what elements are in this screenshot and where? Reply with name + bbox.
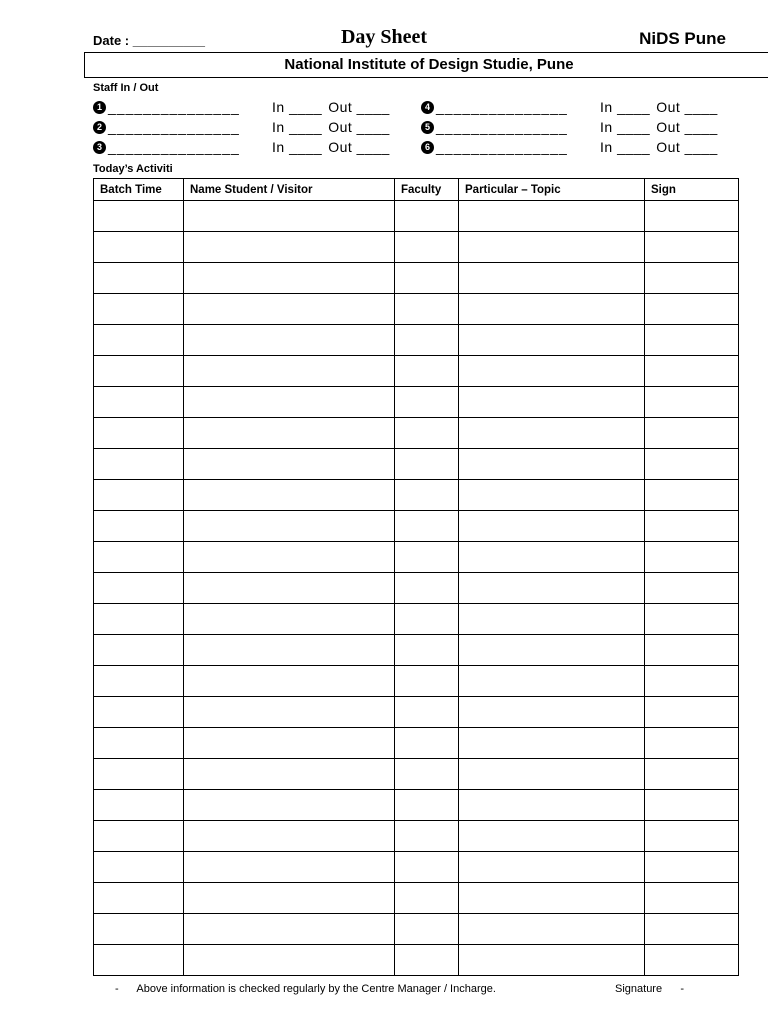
staff-slot-1 [93,97,390,117]
table-row [94,728,739,759]
number-5-icon: 5 [421,121,434,134]
sign-cell[interactable] [645,697,739,728]
number-2-icon: 2 [93,121,106,134]
table-row [94,759,739,790]
topic-cell[interactable] [459,883,645,914]
batch-time-cell[interactable] [94,821,184,852]
topic-cell[interactable] [459,728,645,759]
name-cell[interactable] [184,728,395,759]
date-label: Date : __________ [93,33,206,48]
sign-cell[interactable] [645,418,739,449]
column-header-faculty: Faculty [395,179,459,201]
batch-time-cell[interactable] [94,759,184,790]
batch-time-cell[interactable] [94,914,184,945]
batch-time-cell[interactable] [94,635,184,666]
footer-signature: Signature - [615,983,685,995]
staff-in-blank[interactable]: In ____ [600,139,651,155]
faculty-cell[interactable] [395,201,459,232]
staff-name-blank[interactable]: _______________ [108,99,240,115]
name-cell[interactable] [184,759,395,790]
staff-slot-6 [421,137,718,157]
name-cell[interactable] [184,821,395,852]
topic-cell[interactable] [459,294,645,325]
staff-in-blank[interactable]: In ____ [600,99,651,115]
faculty-cell[interactable] [395,418,459,449]
topic-cell[interactable] [459,790,645,821]
batch-time-cell[interactable] [94,294,184,325]
name-cell[interactable] [184,232,395,263]
faculty-cell[interactable] [395,914,459,945]
sign-cell[interactable] [645,387,739,418]
staff-in-blank[interactable]: In ____ [272,99,323,115]
sign-cell[interactable] [645,449,739,480]
faculty-cell[interactable] [395,294,459,325]
sign-cell[interactable] [645,666,739,697]
table-row [94,914,739,945]
staff-out-blank[interactable]: Out ____ [656,119,718,135]
sign-cell[interactable] [645,790,739,821]
topic-cell[interactable] [459,821,645,852]
name-cell[interactable] [184,356,395,387]
topic-cell[interactable] [459,263,645,294]
topic-cell[interactable] [459,945,645,976]
sign-cell[interactable] [645,759,739,790]
number-6-icon: 6 [421,141,434,154]
staff-name-blank[interactable]: _______________ [436,139,568,155]
sign-cell[interactable] [645,542,739,573]
staff-name-blank[interactable]: _______________ [436,99,568,115]
table-row [94,697,739,728]
sign-cell[interactable] [645,604,739,635]
topic-cell[interactable] [459,759,645,790]
sign-cell[interactable] [645,945,739,976]
faculty-cell[interactable] [395,511,459,542]
staff-out-blank[interactable]: Out ____ [328,119,390,135]
name-cell[interactable] [184,914,395,945]
column-header-topic: Particular – Topic [459,179,645,201]
batch-time-cell[interactable] [94,604,184,635]
name-cell[interactable] [184,945,395,976]
table-row [94,666,739,697]
name-cell[interactable] [184,201,395,232]
batch-time-cell[interactable] [94,945,184,976]
topic-cell[interactable] [459,697,645,728]
table-row [94,883,739,914]
faculty-cell[interactable] [395,728,459,759]
faculty-cell[interactable] [395,356,459,387]
sign-cell[interactable] [645,294,739,325]
sign-cell[interactable] [645,914,739,945]
sign-cell[interactable] [645,480,739,511]
sign-cell[interactable] [645,852,739,883]
org-short-name: NiDS Pune [639,29,726,48]
batch-time-cell[interactable] [94,201,184,232]
sign-cell[interactable] [645,635,739,666]
batch-time-cell[interactable] [94,666,184,697]
batch-time-cell[interactable] [94,697,184,728]
batch-time-cell[interactable] [94,263,184,294]
name-cell[interactable] [184,573,395,604]
faculty-cell[interactable] [395,232,459,263]
topic-cell[interactable] [459,325,645,356]
topic-cell[interactable] [459,666,645,697]
staff-in-blank[interactable]: In ____ [272,139,323,155]
name-cell[interactable] [184,449,395,480]
faculty-cell[interactable] [395,852,459,883]
name-cell[interactable] [184,418,395,449]
activity-table [93,178,739,976]
batch-time-cell[interactable] [94,232,184,263]
batch-time-cell[interactable] [94,728,184,759]
faculty-cell[interactable] [395,325,459,356]
topic-cell[interactable] [459,201,645,232]
sign-cell[interactable] [645,356,739,387]
name-cell[interactable] [184,790,395,821]
batch-time-cell[interactable] [94,852,184,883]
batch-time-cell[interactable] [94,480,184,511]
batch-time-cell[interactable] [94,790,184,821]
table-row [94,418,739,449]
faculty-cell[interactable] [395,821,459,852]
staff-column-right [421,97,718,157]
staff-in-blank[interactable]: In ____ [272,119,323,135]
staff-name-blank[interactable]: _______________ [436,119,568,135]
faculty-cell[interactable] [395,604,459,635]
name-cell[interactable] [184,480,395,511]
number-1-icon: 1 [93,101,106,114]
topic-cell[interactable] [459,480,645,511]
table-row [94,790,739,821]
staff-name-blank[interactable]: _______________ [108,139,240,155]
table-row [94,604,739,635]
name-cell[interactable] [184,635,395,666]
table-row [94,294,739,325]
topic-cell[interactable] [459,852,645,883]
faculty-cell[interactable] [395,449,459,480]
batch-time-cell[interactable] [94,511,184,542]
staff-name-blank[interactable]: _______________ [108,119,240,135]
batch-time-cell[interactable] [94,883,184,914]
staff-out-blank[interactable]: Out ____ [656,139,718,155]
staff-section-label: Staff In / Out [93,82,159,94]
topic-cell[interactable] [459,635,645,666]
column-header-batch-time: Batch Time [94,179,184,201]
batch-time-cell[interactable] [94,387,184,418]
faculty-cell[interactable] [395,573,459,604]
faculty-cell[interactable] [395,263,459,294]
topic-cell[interactable] [459,418,645,449]
staff-slot-3 [93,137,390,157]
staff-column-left [93,97,390,157]
topic-cell[interactable] [459,387,645,418]
faculty-cell[interactable] [395,666,459,697]
name-cell[interactable] [184,263,395,294]
faculty-cell[interactable] [395,480,459,511]
batch-time-cell[interactable] [94,573,184,604]
sign-cell[interactable] [645,883,739,914]
table-row [94,449,739,480]
table-row [94,945,739,976]
staff-slot-4 [421,97,718,117]
activities-section-label: Today’s Activiti [93,163,173,175]
table-row [94,387,739,418]
topic-cell[interactable] [459,542,645,573]
table-row [94,821,739,852]
batch-time-cell[interactable] [94,542,184,573]
name-cell[interactable] [184,294,395,325]
name-cell[interactable] [184,697,395,728]
sign-cell[interactable] [645,201,739,232]
number-4-icon: 4 [421,101,434,114]
table-row [94,232,739,263]
institute-banner: National Institute of Design Studie, Pune [84,52,768,78]
sign-cell[interactable] [645,232,739,263]
name-cell[interactable] [184,666,395,697]
name-cell[interactable] [184,542,395,573]
topic-cell[interactable] [459,232,645,263]
topic-cell[interactable] [459,914,645,945]
faculty-cell[interactable] [395,387,459,418]
name-cell[interactable] [184,325,395,356]
staff-slot-2 [93,117,390,137]
faculty-cell[interactable] [395,542,459,573]
table-row [94,480,739,511]
table-row [94,852,739,883]
name-cell[interactable] [184,883,395,914]
faculty-cell[interactable] [395,945,459,976]
name-cell[interactable] [184,852,395,883]
footer-note: - Above information is checked regularly by the Centre Manager / Incharge. [115,983,496,995]
faculty-cell[interactable] [395,759,459,790]
activity-table-body [94,201,739,976]
table-row [94,263,739,294]
table-row [94,511,739,542]
sign-cell[interactable] [645,511,739,542]
batch-time-cell[interactable] [94,418,184,449]
topic-cell[interactable] [459,511,645,542]
faculty-cell[interactable] [395,883,459,914]
staff-out-blank[interactable]: Out ____ [656,99,718,115]
sign-cell[interactable] [645,821,739,852]
name-cell[interactable] [184,387,395,418]
table-row [94,542,739,573]
topic-cell[interactable] [459,604,645,635]
staff-out-blank[interactable]: Out ____ [328,139,390,155]
sign-cell[interactable] [645,728,739,759]
sign-cell[interactable] [645,325,739,356]
column-header-sign: Sign [645,179,739,201]
column-header-name: Name Student / Visitor [184,179,395,201]
page-title: Day Sheet [340,26,428,48]
table-row [94,635,739,666]
table-row [94,356,739,387]
table-row [94,573,739,604]
staff-slot-5 [421,117,718,137]
sign-cell[interactable] [645,573,739,604]
table-header-row [94,179,739,201]
number-3-icon: 3 [93,141,106,154]
faculty-cell[interactable] [395,635,459,666]
name-cell[interactable] [184,511,395,542]
staff-in-blank[interactable]: In ____ [600,119,651,135]
table-row [94,325,739,356]
staff-out-blank[interactable]: Out ____ [328,99,390,115]
table-row [94,201,739,232]
faculty-cell[interactable] [395,697,459,728]
topic-cell[interactable] [459,356,645,387]
topic-cell[interactable] [459,573,645,604]
faculty-cell[interactable] [395,790,459,821]
topic-cell[interactable] [459,449,645,480]
name-cell[interactable] [184,604,395,635]
sign-cell[interactable] [645,263,739,294]
batch-time-cell[interactable] [94,449,184,480]
batch-time-cell[interactable] [94,325,184,356]
batch-time-cell[interactable] [94,356,184,387]
